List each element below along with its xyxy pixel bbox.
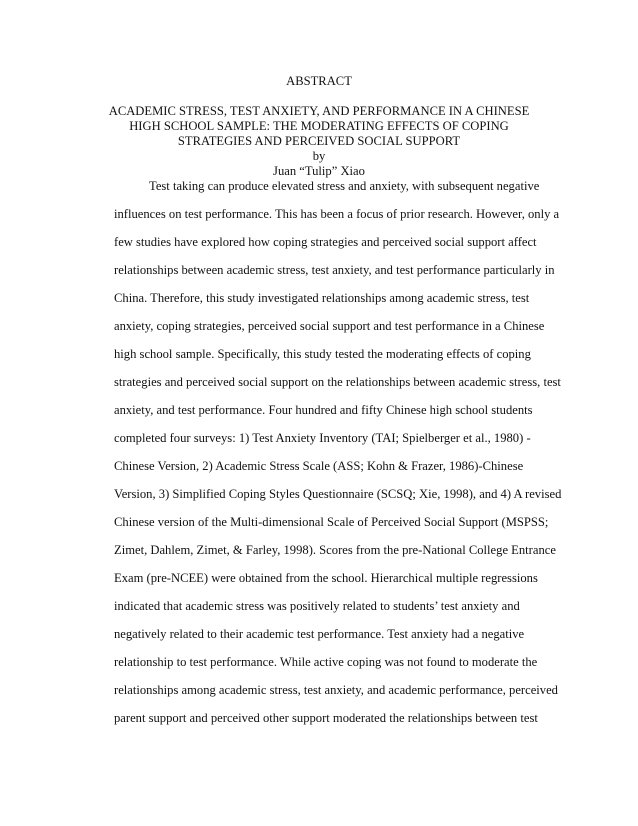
abstract-line: Exam (pre-NCEE) were obtained from the school. Hierarchical multiple regressions [114, 571, 538, 585]
abstract-line: completed four surveys: 1) Test Anxiety Inventory (TAI; Spielberger et al., 1980) - [114, 431, 531, 445]
abstract-line: few studies have explored how coping strategies and perceived social support affect [114, 235, 537, 249]
abstract-line: indicated that academic stress was positively related to students’ test anxiety and [114, 599, 520, 613]
abstract-line: relationships between academic stress, test anxiety, and test performance particularly in [114, 263, 555, 277]
abstract-line: China. Therefore, this study investigated relationships among academic stress, test [114, 291, 530, 305]
abstract-line: parent support and perceived other support moderated the relationships between test [114, 711, 538, 725]
title-line-3: STRATEGIES AND PERCEIVED SOCIAL SUPPORT [177, 134, 461, 148]
abstract-line: anxiety, coping strategies, perceived social support and test performance in a Chinese [114, 319, 545, 333]
abstract-line: relationships among academic stress, test anxiety, and academic performance, perceived [114, 683, 558, 697]
abstract-line: Chinese Version, 2) Academic Stress Scale (ASS; Kohn & Frazer, 1986)-Chinese [114, 459, 524, 473]
abstract-line: strategies and perceived social support on the relationships between academic stress, test [114, 375, 561, 389]
abstract-line: Test taking can produce elevated stress and anxiety, with subsequent negative [149, 179, 540, 193]
abstract-line: Version, 3) Simplified Coping Styles Questionnaire (SCSQ; Xie, 1998), and 4) A revised [114, 487, 562, 501]
abstract-line: influences on test performance. This has been a focus of prior research. However, only a [114, 207, 560, 221]
author-name: Juan “Tulip” Xiao [273, 164, 365, 178]
abstract-heading: ABSTRACT [286, 74, 352, 88]
abstract-line: negatively related to their academic test performance. Test anxiety had a negative [114, 627, 525, 641]
abstract-line: relationship to test performance. While active coping was not found to moderate the [114, 655, 538, 669]
abstract-line: Zimet, Dahlem, Zimet, & Farley, 1998). Scores from the pre-National College Entrance [114, 543, 556, 557]
abstract-line: Chinese version of the Multi-dimensional Scale of Perceived Social Support (MSPSS; [114, 515, 549, 529]
abstract-line: high school sample. Specifically, this study tested the moderating effects of coping [114, 347, 531, 361]
byline-by: by [312, 149, 326, 163]
title-line-2: HIGH SCHOOL SAMPLE: THE MODERATING EFFECTS OF COPING [129, 119, 509, 133]
title-line-1: ACADEMIC STRESS, TEST ANXIETY, AND PERFORMANCE IN A CHINESE [108, 104, 530, 118]
abstract-line: anxiety, and test performance. Four hundred and fifty Chinese high school students [114, 403, 533, 417]
